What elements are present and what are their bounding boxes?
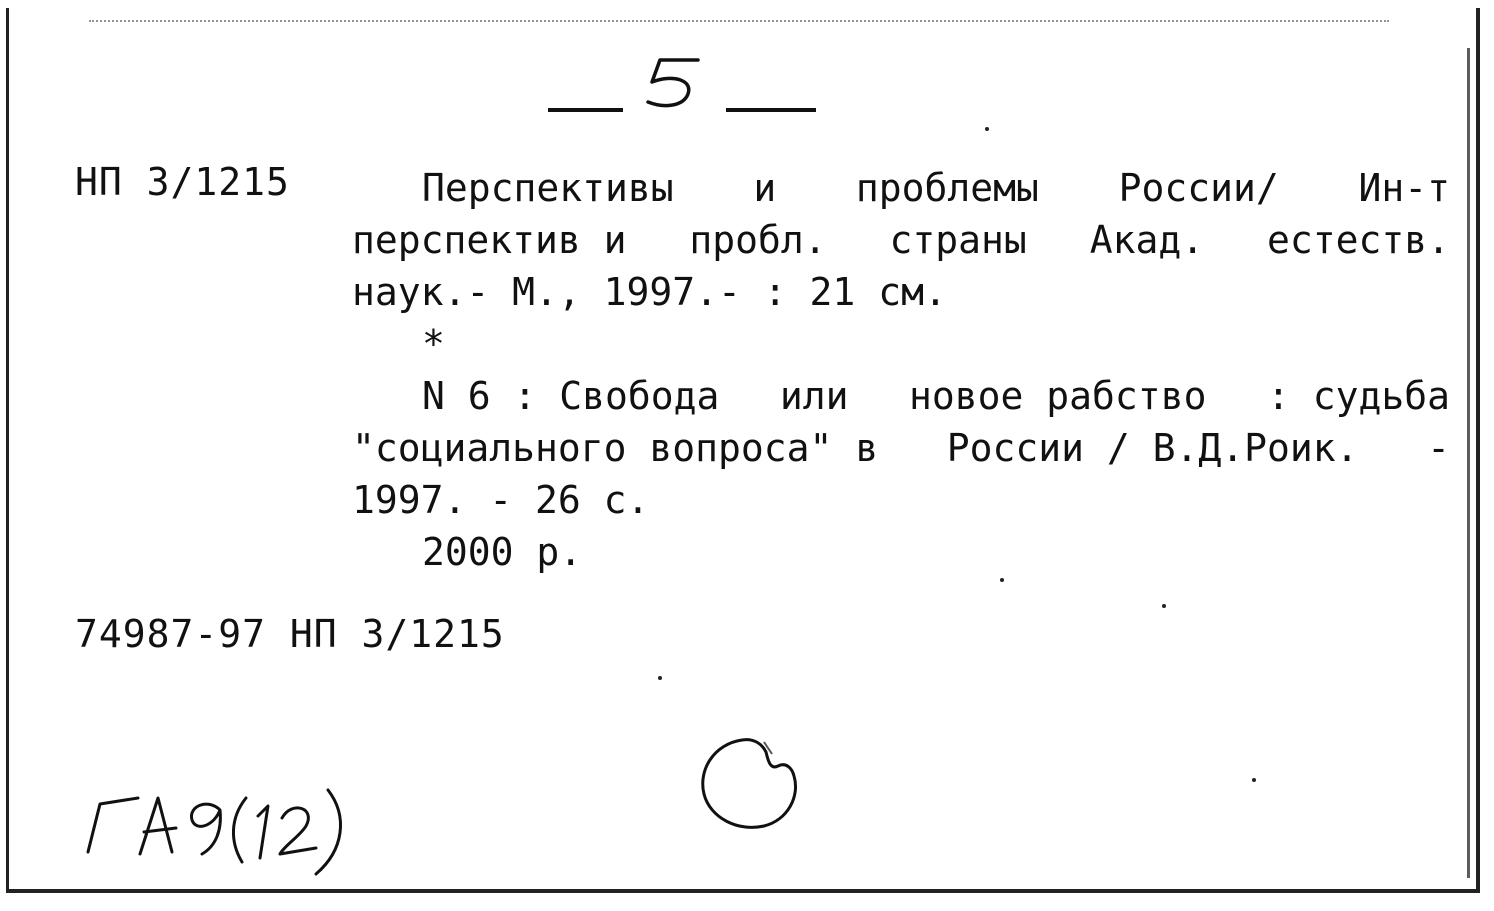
entry-word: Перспективы xyxy=(422,166,674,210)
scan-speck xyxy=(1000,578,1004,582)
entry-line-5 xyxy=(352,370,1450,422)
card-right-edge xyxy=(1467,48,1470,878)
entry-word: России / В.Д.Роик. xyxy=(946,426,1359,470)
entry-word: Ин-т xyxy=(1358,166,1450,210)
entry-word: - xyxy=(1427,426,1450,470)
page-number-text: 5 xyxy=(548,52,549,53)
entry-word: пробл. xyxy=(689,218,827,262)
entry-line-7: 1997. - 26 с. xyxy=(352,478,650,522)
handwritten-note xyxy=(80,770,380,880)
scan-speck xyxy=(658,676,662,680)
accession-number: 74987-97 НП 3/1215 xyxy=(75,612,505,656)
shelfmark: НП 3/1215 xyxy=(75,160,290,204)
card-top-edge xyxy=(89,20,1389,28)
entry-price: 2000 р. xyxy=(422,530,583,574)
entry-word: и xyxy=(753,166,777,210)
entry-block xyxy=(352,162,1450,578)
entry-word: N 6 : Свобода xyxy=(422,374,720,418)
scan-speck xyxy=(1252,778,1256,782)
entry-word: перспектив и xyxy=(352,218,627,262)
entry-asterisk: * xyxy=(422,322,445,366)
entry-line-1 xyxy=(352,162,1450,214)
entry-word: или xyxy=(779,374,849,418)
punch-hole xyxy=(690,730,810,840)
handwritten-note-drawing xyxy=(80,770,380,880)
entry-line-3: наук.- М., 1997.- : 21 см. xyxy=(352,270,947,314)
entry-word: : судьба xyxy=(1266,374,1450,418)
entry-word: страны xyxy=(889,218,1027,262)
entry-word: России/ xyxy=(1118,166,1279,210)
scan-speck xyxy=(985,127,989,131)
entry-word: проблемы xyxy=(855,166,1039,210)
entry-word: Акад. xyxy=(1089,218,1205,262)
page-number-drawing xyxy=(548,52,818,122)
entry-word: "социального вопроса" в xyxy=(352,426,879,470)
entry-line-2 xyxy=(352,214,1450,266)
punch-hole-drawing xyxy=(690,730,810,840)
entry-line-6 xyxy=(352,422,1450,474)
page-number xyxy=(548,52,818,122)
entry-word: новое рабство xyxy=(909,374,1207,418)
scan-speck xyxy=(1162,604,1166,608)
entry-word: естеств. xyxy=(1266,218,1450,262)
